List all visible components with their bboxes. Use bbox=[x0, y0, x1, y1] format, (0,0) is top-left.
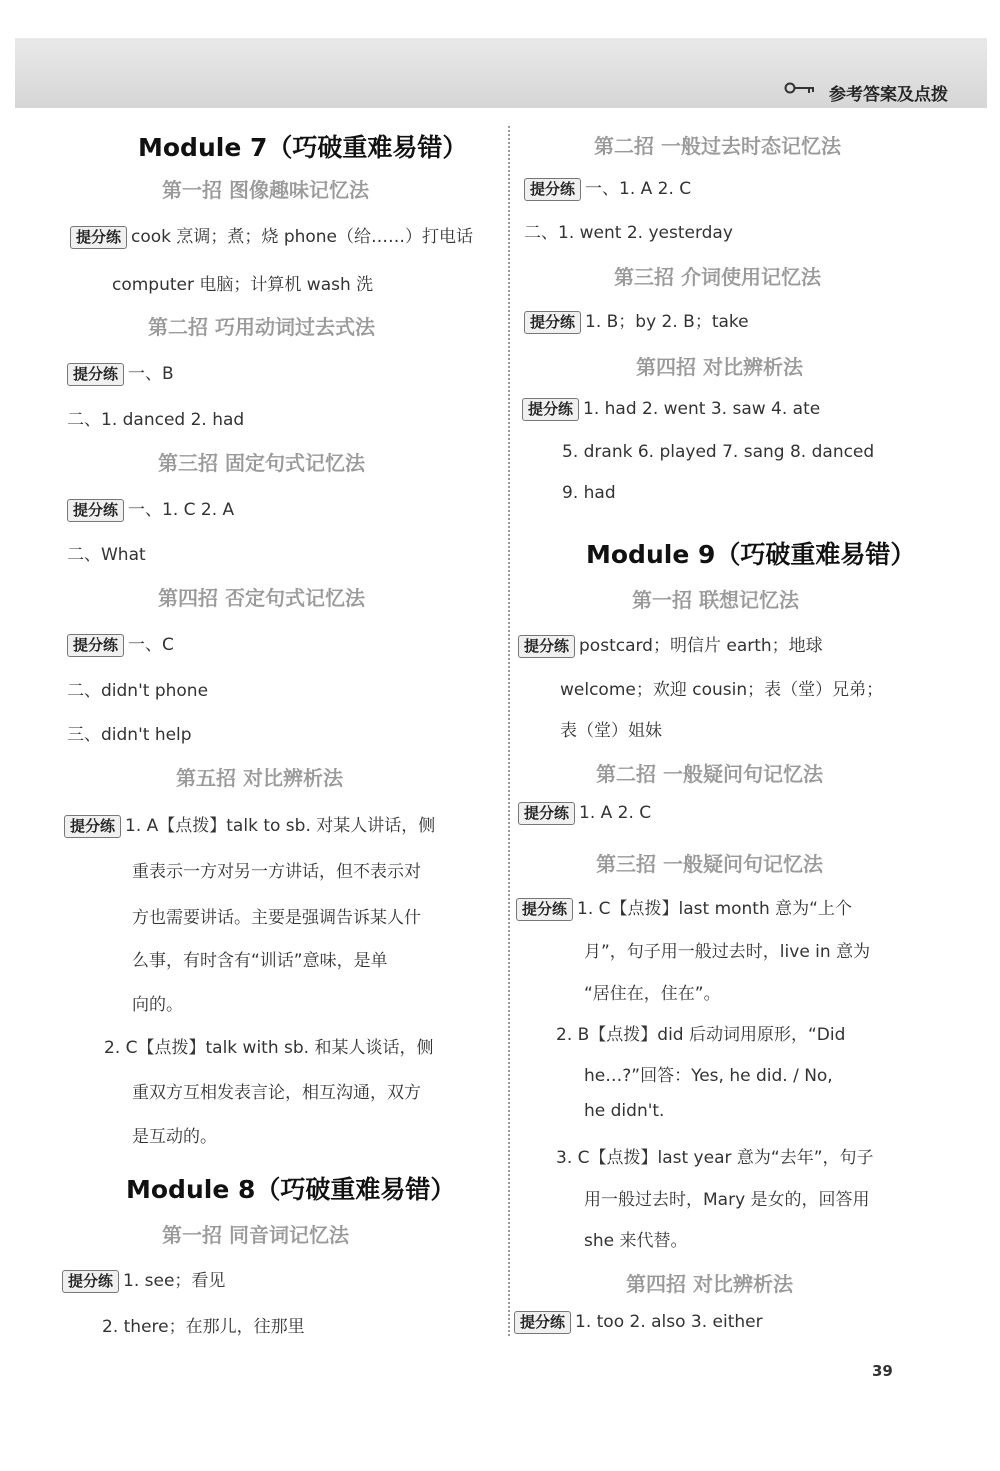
section-title: 第一招 图像趣味记忆法 bbox=[162, 178, 369, 202]
answer-line: 二、didn't phone bbox=[67, 681, 209, 701]
section-title: 第四招 对比辨析法 bbox=[636, 355, 803, 379]
answer-line: 重双方互相发表言论，相互沟通，双方 bbox=[132, 1083, 421, 1103]
answer-line: welcome；欢迎 cousin；表（堂）兄弟； bbox=[560, 680, 884, 700]
key-icon bbox=[784, 80, 816, 96]
answer-line: computer 电脑；计算机 wash 洗 bbox=[112, 275, 374, 295]
answer-line: 提分练 一、C bbox=[67, 630, 174, 657]
section-title: 第一招 同音词记忆法 bbox=[162, 1223, 349, 1247]
practice-tag: 提分练 bbox=[522, 398, 579, 421]
answer-line: 么事，有时含有“训话”意味，是单 bbox=[132, 951, 388, 971]
answer-line: 二、What bbox=[67, 545, 146, 565]
answer-line: 三、didn't help bbox=[67, 725, 192, 745]
section-title: 第二招 一般疑问句记忆法 bbox=[596, 762, 823, 786]
section-title: 第二招 巧用动词过去式法 bbox=[148, 315, 375, 339]
module-7-title: Module 7（巧破重难易错） bbox=[138, 133, 468, 162]
section-title: 第四招 否定句式记忆法 bbox=[158, 586, 365, 610]
answer-line: 二、1. danced 2. had bbox=[67, 410, 245, 430]
answer-line: 提分练 1. see；看见 bbox=[62, 1266, 225, 1293]
section-title: 第五招 对比辨析法 bbox=[176, 766, 343, 790]
answer-line: 2. B【点拨】did 后动词用原形，“Did bbox=[556, 1025, 846, 1045]
practice-tag: 提分练 bbox=[516, 898, 573, 921]
practice-tag: 提分练 bbox=[518, 635, 575, 658]
practice-tag: 提分练 bbox=[64, 815, 121, 838]
answer-line: 重表示一方对另一方讲话，但不表示对 bbox=[132, 862, 421, 882]
practice-tag: 提分练 bbox=[518, 802, 575, 825]
module-8-title: Module 8（巧破重难易错） bbox=[126, 1175, 456, 1204]
section-title: 第三招 固定句式记忆法 bbox=[158, 451, 365, 475]
practice-tag: 提分练 bbox=[514, 1311, 571, 1334]
answer-line: 是互动的。 bbox=[132, 1127, 217, 1147]
answer-line: 提分练 postcard；明信片 earth；地球 bbox=[518, 631, 823, 658]
answer-line: 提分练 一、1. C 2. A bbox=[67, 495, 234, 522]
answer-line: 5. drank 6. played 7. sang 8. danced bbox=[562, 442, 875, 462]
answer-line: she 来代替。 bbox=[584, 1231, 688, 1251]
answer-line: 表（堂）姐妹 bbox=[560, 721, 662, 741]
answer-line: 提分练 1. too 2. also 3. either bbox=[514, 1311, 763, 1334]
answer-line: 2. there；在那儿，往那里 bbox=[102, 1317, 305, 1337]
answer-line: 3. C【点拨】last year 意为“去年”，句子 bbox=[556, 1148, 874, 1168]
answer-line: 提分练 1. had 2. went 3. saw 4. ate bbox=[522, 398, 820, 421]
answer-line: 方也需要讲话。主要是强调告诉某人什 bbox=[132, 908, 421, 928]
answer-line: “居住在，住在”。 bbox=[584, 984, 721, 1004]
practice-tag: 提分练 bbox=[67, 634, 124, 657]
answer-line: 用一般过去时，Mary 是女的，回答用 bbox=[584, 1190, 870, 1210]
answer-line: 提分练 1. A【点拨】talk to sb. 对某人讲话，侧 bbox=[64, 811, 435, 838]
practice-tag: 提分练 bbox=[524, 178, 581, 201]
answer-line: 月”，句子用一般过去时，live in 意为 bbox=[584, 942, 871, 962]
practice-tag: 提分练 bbox=[524, 311, 581, 334]
answer-line: 提分练 一、1. A 2. C bbox=[524, 174, 691, 201]
answer-line: 二、1. went 2. yesterday bbox=[524, 223, 733, 243]
column-divider bbox=[508, 126, 510, 1336]
module-9-title: Module 9（巧破重难易错） bbox=[586, 540, 916, 569]
section-title: 第三招 一般疑问句记忆法 bbox=[596, 852, 823, 876]
section-title: 第二招 一般过去时态记忆法 bbox=[594, 134, 841, 158]
practice-tag: 提分练 bbox=[67, 499, 124, 522]
answer-line: 提分练 1. A 2. C bbox=[518, 802, 651, 825]
answer-line: 提分练 1. C【点拨】last month 意为“上个 bbox=[516, 894, 852, 921]
answer-line: 2. C【点拨】talk with sb. 和某人谈话，侧 bbox=[104, 1038, 434, 1058]
answer-line: he didn't. bbox=[584, 1101, 665, 1121]
answer-line: 向的。 bbox=[132, 995, 183, 1015]
answer-line: 提分练 一、B bbox=[67, 359, 174, 386]
answer-line: 9. had bbox=[562, 483, 616, 503]
practice-tag: 提分练 bbox=[67, 363, 124, 386]
header-title: 参考答案及点拨 bbox=[829, 85, 948, 105]
section-title: 第一招 联想记忆法 bbox=[632, 588, 799, 612]
section-title: 第三招 介词使用记忆法 bbox=[614, 265, 821, 289]
practice-tag: 提分练 bbox=[70, 226, 127, 249]
answer-line: 提分练 1. B；by 2. B；take bbox=[524, 307, 749, 334]
answer-line: he…?”回答：Yes, he did. / No, bbox=[584, 1066, 833, 1086]
practice-tag: 提分练 bbox=[62, 1270, 119, 1293]
section-title: 第四招 对比辨析法 bbox=[626, 1272, 793, 1296]
answer-line: 提分练 cook 烹调；煮；烧 phone（给……）打电话 bbox=[70, 222, 473, 249]
page-number: 39 bbox=[872, 1362, 893, 1380]
